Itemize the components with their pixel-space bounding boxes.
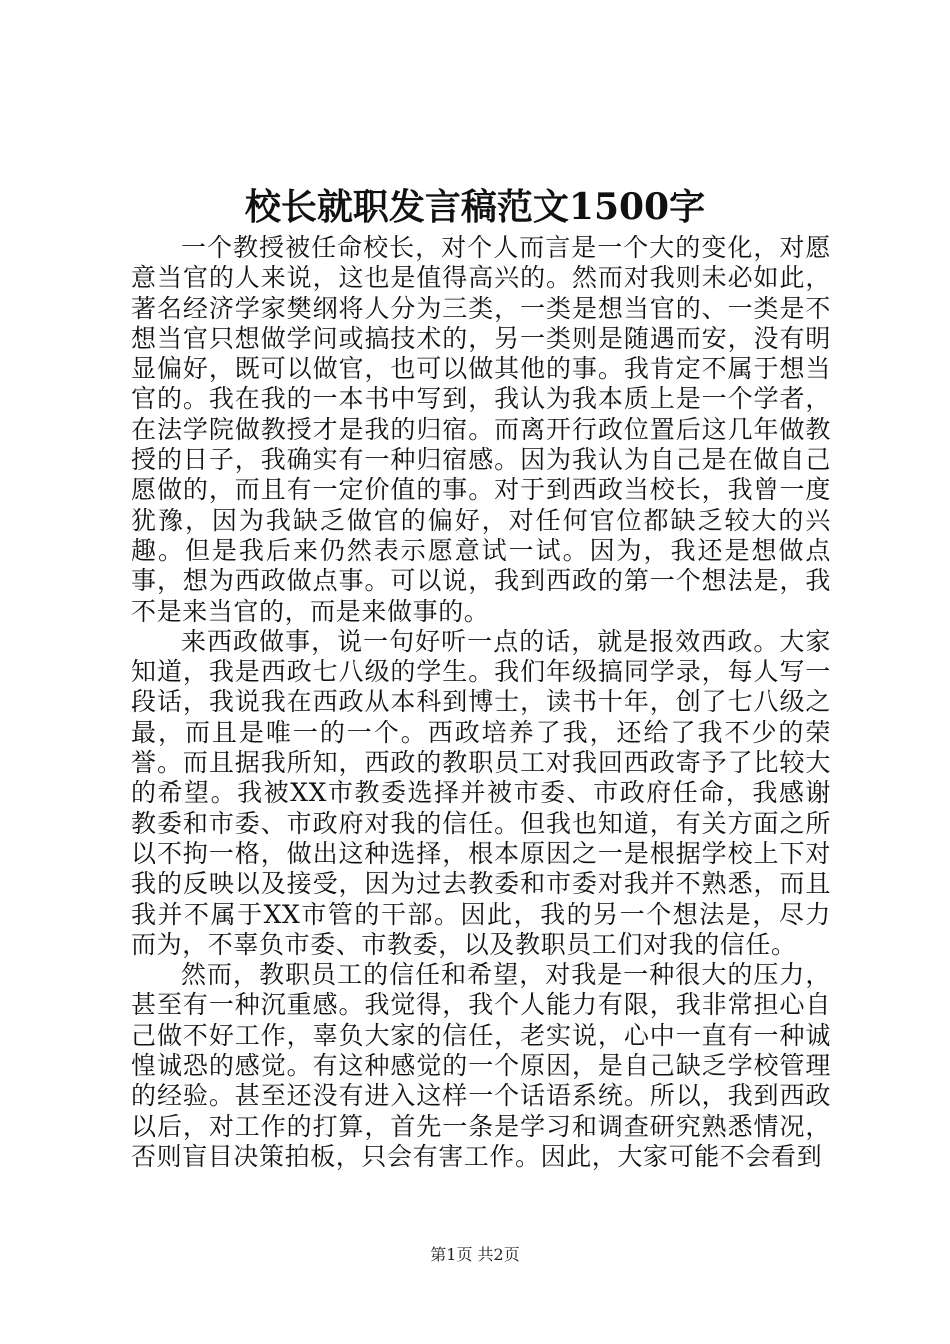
paragraph-3: 然而，教职员工的信任和希望，对我是一种很大的压力，甚至有一种沉重感。我觉得，我个人能力有限，我非常担心自己做不好工作，辜负大家的信任，老实说，心中一直有一种诚惶诚恐的感觉。有这种感觉的一个原因，是自己缺乏学校管理的经验。甚至还没有进入这样一个话语系统。所以，我到西政以后，对工作的打算，首先一条是学习和调查研究熟悉情况，否则盲目决策拍板，只会有害工作。因此，大家可能不会看到	[131, 960, 831, 1171]
paragraph-1: 一个教授被任命校长，对个人而言是一个大的变化，对愿意当官的人来说，这也是值得高兴的。然而对我则未必如此，著名经济学家樊纲将人分为三类，一类是想当官的、一类是不想当官只想做学问或搞技术的，另一类则是随遇而安，没有明显偏好，既可以做官，也可以做其他的事。我肯定不属于想当官的。我在我的一本书中写到，我认为我本质上是一个学者，在法学院做教授才是我的归宿。而离开行政位置后这几年做教授的日子，我确实有一种归宿感。因为我认为自己是在做自己愿做的，而且有一定价值的事。对于到西政当校长，我曾一度犹豫，因为我缺乏做官的偏好，对任何官位都缺乏较大的兴趣。但是我后来仍然表示愿意试一试。因为，我还是想做点事，想为西政做点事。可以说，我到西政的第一个想法是，我不是来当官的，而是来做事的。	[131, 233, 831, 626]
paragraph-2: 来西政做事，说一句好听一点的话，就是报效西政。大家知道，我是西政七八级的学生。我们年级搞同学录，每人写一段话，我说我在西政从本科到博士，读书十年，创了七八级之最，而且是唯一的一个。西政培养了我，还给了我不少的荣誉。而且据我所知，西政的教职员工对我回西政寄予了比较大的希望。我被XX市教委选择并被市委、市政府任命，我感谢教委和市委、市政府对我的信任。但我也知道，有关方面之所以不拘一格，做出这种选择，根本原因之一是根据学校上下对我的反映以及接受，因为过去教委和市委对我并不熟悉，而且我并不属于XX市管的干部。因此，我的另一个想法是，尽力而为，不辜负市委、市教委，以及教职员工们对我的信任。	[131, 626, 831, 959]
page-footer: 第1页 共2页	[430, 1245, 520, 1264]
document-title: 校长就职发言稿范文1500字	[244, 186, 706, 228]
document-body	[131, 233, 831, 1172]
